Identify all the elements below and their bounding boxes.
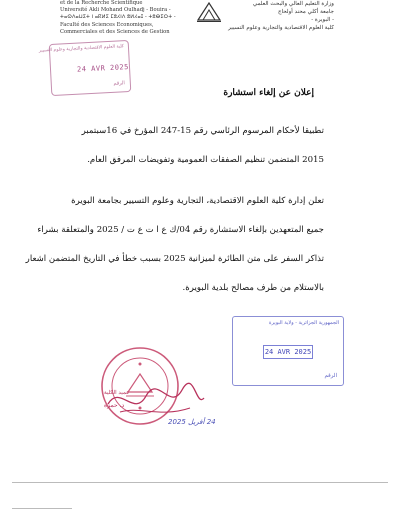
footer-divider: [12, 482, 388, 483]
handwritten-date: 24 أفريل 2025: [168, 418, 216, 426]
footer-divider-short: [12, 508, 72, 509]
municipality-stamp: [232, 316, 344, 386]
paragraph-2-line-1: تعلن إدارة كلية العلوم الاقتصادية، التجارية وعلوم التسيير بجامعة البويرة: [71, 196, 324, 206]
header-arabic-line-4: كلية العلوم الاقتصادية والتجارية وعلوم التسيير: [228, 25, 334, 31]
paragraph-2-line-3: تذاكر السفر على متن الطائرة لميزانية 2025 بسبب خطأ في التاريخ المتضمن اشعار: [25, 254, 324, 264]
paragraph-2-line-4: بالاستلام من طرف مصالح بلدية البويرة.: [182, 283, 324, 293]
header-french-line-2: Université Akli Mohand Oulhadj - Bouira -: [60, 7, 171, 14]
signatory-title: عميد الكلية: [104, 390, 130, 396]
header-arabic-block: [224, 0, 334, 32]
paragraph-2-line-2: جميع المتعهدين بإلغاء الاستشارة رقم 04/ك ع ا ت ع ت / 2025 والمتعلقة بشراء: [37, 225, 324, 235]
received-stamp-number: الرقم: [113, 80, 126, 87]
university-logo: [194, 0, 224, 24]
header-arabic-line-1: وزارة التعليم العالي والبحث العلمي: [252, 1, 334, 7]
municipality-stamp-date: 24 AVR 2025: [263, 345, 313, 359]
header-arabic-line-3: - البويرة -: [311, 17, 334, 23]
municipality-stamp-header: الجمهورية الجزائرية - ولاية البويرة: [268, 320, 339, 326]
received-stamp-date: 24 AVR 2025: [76, 62, 130, 74]
received-stamp: [38, 40, 132, 96]
document-title: إعلان عن إلغاء استشارة: [223, 88, 314, 98]
paragraph-1-line-2: 2015 المتضمن تنظيم الصفقات العمومية وتفويضات المرفق العام.: [87, 155, 324, 165]
header-french-block: [60, 0, 210, 36]
header-tamazight-line: ⵜⴰⵙⴷⴰⵡⵉⵜ ⵏ ⴰⴽⵍⵉ ⵎⵓⵃⵏⴷ ⵓⵍⵃⴰⵊ - ⵜⵓⴱⵉⵔⵜ -: [60, 14, 176, 21]
municipality-stamp-number: الرقم: [324, 373, 337, 379]
header-french-line-5: Commerciales et des Sciences de Gestion: [60, 28, 170, 35]
header-french-line-1: et de la Recherche Scientifique: [60, 0, 143, 6]
received-stamp-header: كلية العلوم الاقتصادية والتجارية وعلوم التسيير: [38, 44, 125, 54]
header-arabic-line-2: جامعة أكلي محند أولحاج: [277, 9, 334, 15]
signatory-name: د. حمزة: [104, 402, 125, 409]
header-french-line-4: Faculté des Sciences Economiques,: [60, 21, 154, 28]
paragraph-1-line-1: تطبيقا لأحكام المرسوم الرئاسي رقم 15-247 المؤرخ في 16سبتمبر: [81, 126, 324, 136]
